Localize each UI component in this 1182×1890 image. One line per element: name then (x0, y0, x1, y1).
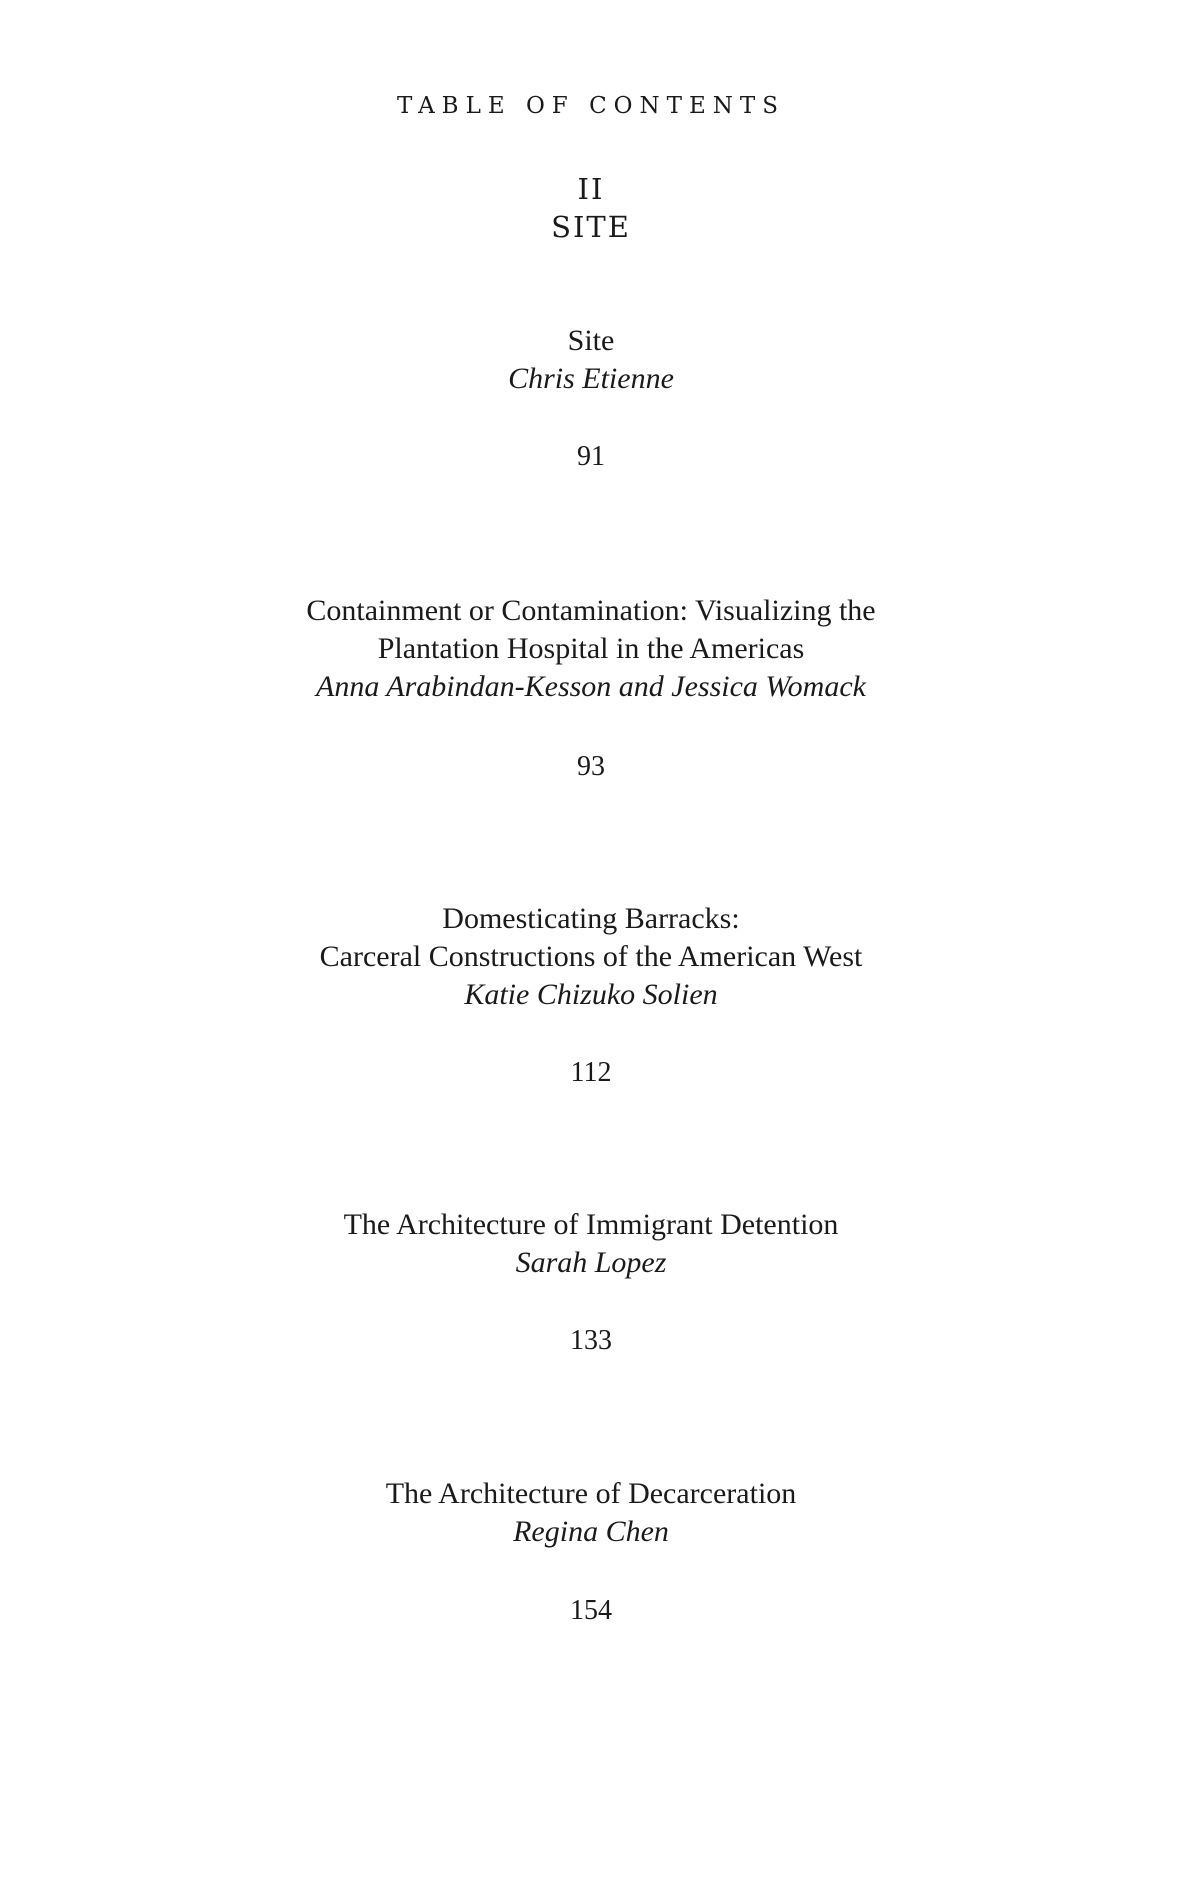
entry-title: Site (567, 324, 615, 357)
entry-page-number: 112 (570, 1057, 612, 1088)
part-number: II (577, 172, 605, 206)
entry-title: Plantation Hospital in the Americas (377, 632, 805, 665)
entry-page-number: 154 (570, 1595, 612, 1626)
entry-author: Regina Chen (513, 1515, 669, 1548)
entry-author: Sarah Lopez (515, 1246, 667, 1279)
entry-title: Domesticating Barracks: (442, 902, 740, 935)
entry-author: Katie Chizuko Solien (464, 978, 718, 1011)
toc-entry (0, 900, 1182, 1014)
entry-author: Anna Arabindan-Kesson and Jessica Womack (316, 670, 866, 703)
entry-page-number: 93 (577, 751, 605, 782)
entry-title: Carceral Constructions of the American West (319, 940, 863, 973)
entry-title: The Architecture of Decarceration (385, 1477, 797, 1510)
toc-entry (0, 1206, 1182, 1282)
entry-page-number: 133 (570, 1325, 612, 1356)
entry-page-number: 91 (577, 441, 605, 472)
toc-entry (0, 322, 1182, 398)
toc-entry (0, 1475, 1182, 1551)
entry-author: Chris Etienne (508, 362, 674, 395)
entry-title: Containment or Contamination: Visualizing the (306, 594, 876, 627)
toc-entry (0, 592, 1182, 706)
entry-title: The Architecture of Immigrant Detention (343, 1208, 839, 1241)
part-title: SITE (551, 210, 631, 244)
running-head: TABLE OF CONTENTS (396, 93, 786, 119)
part-heading (0, 170, 1182, 246)
